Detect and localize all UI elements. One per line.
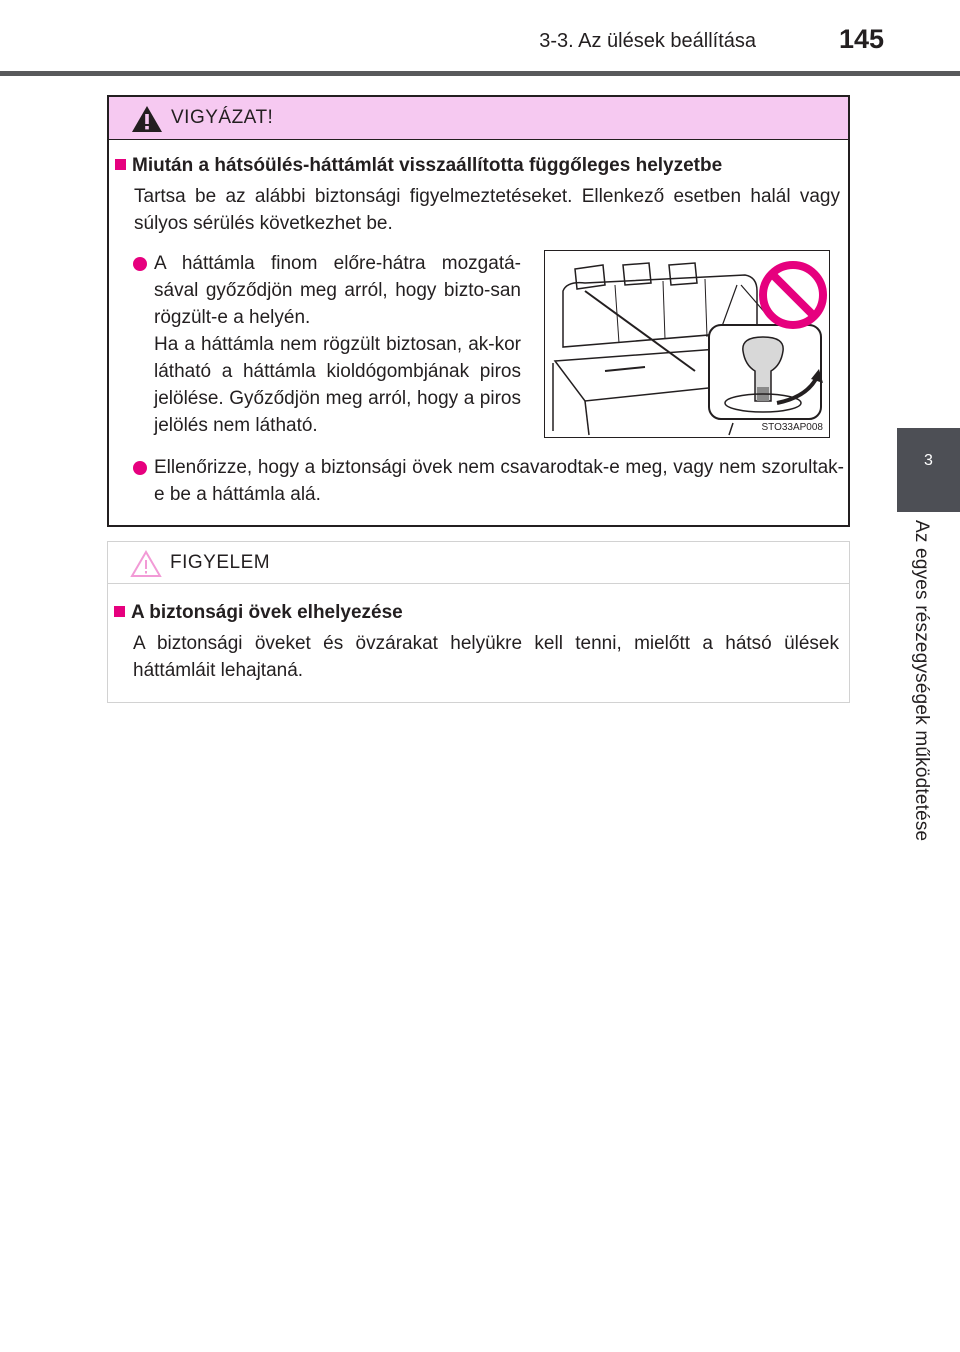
header-divider [0, 71, 960, 76]
warning-triangle-icon [131, 105, 163, 133]
section-title: 3-3. Az ülések beállítása [539, 30, 756, 52]
notice-header [108, 542, 849, 584]
warning-label: VIGYÁZAT! [171, 107, 274, 128]
chapter-tab [897, 428, 960, 512]
seat-illustration [544, 250, 830, 438]
bullet-check-lock: A háttámla finom előre-hátra mozgatá-sával győződjön meg arról, hogy bizto-san rögzült-e a helyén. Ha a háttámla nem rögzült biztosan, ak-kor látható a háttámla kioldógombjának piros jelölése. Győződjön meg arról, hogy a piros jelölés nem látható. [154, 253, 521, 436]
chapter-title: Az egyes részegységek működtetése [911, 520, 932, 842]
warning-header [109, 97, 848, 140]
page-number: 145 [838, 24, 884, 54]
round-bullet-icon [133, 461, 147, 475]
square-bullet-icon [115, 159, 126, 170]
notice-subheading: A biztonsági övek elhelyezése [114, 602, 403, 624]
chapter-number: 3 [924, 452, 933, 469]
notice-box [107, 541, 850, 703]
round-bullet-icon [133, 257, 147, 271]
warning-subheading: Miután a hátsóülés-háttámlát visszaállította függőleges helyzetbe [115, 155, 722, 177]
notice-text: A biztonsági öveket és övzárakat helyükre kell tenni, mielőtt a hátsó ülések háttámláit lehajtaná. [133, 633, 839, 681]
rear-seat-icon [545, 251, 829, 437]
notice-label: FIGYELEM [170, 552, 271, 573]
warning-intro: Tartsa be az alábbi biztonsági figyelmeztetéseket. Ellenkező esetben halál vagy súlyos sérülés következhet be. [134, 186, 840, 234]
caution-triangle-icon [130, 550, 162, 578]
warning-box [107, 95, 850, 527]
square-bullet-icon [114, 606, 125, 617]
bullet-check-belts: Ellenőrizze, hogy a biztonsági övek nem csavarodtak-e meg, vagy nem szorultak-e be a háttámla alá. [154, 457, 844, 505]
figure-code: STO33AP008 [761, 422, 823, 433]
